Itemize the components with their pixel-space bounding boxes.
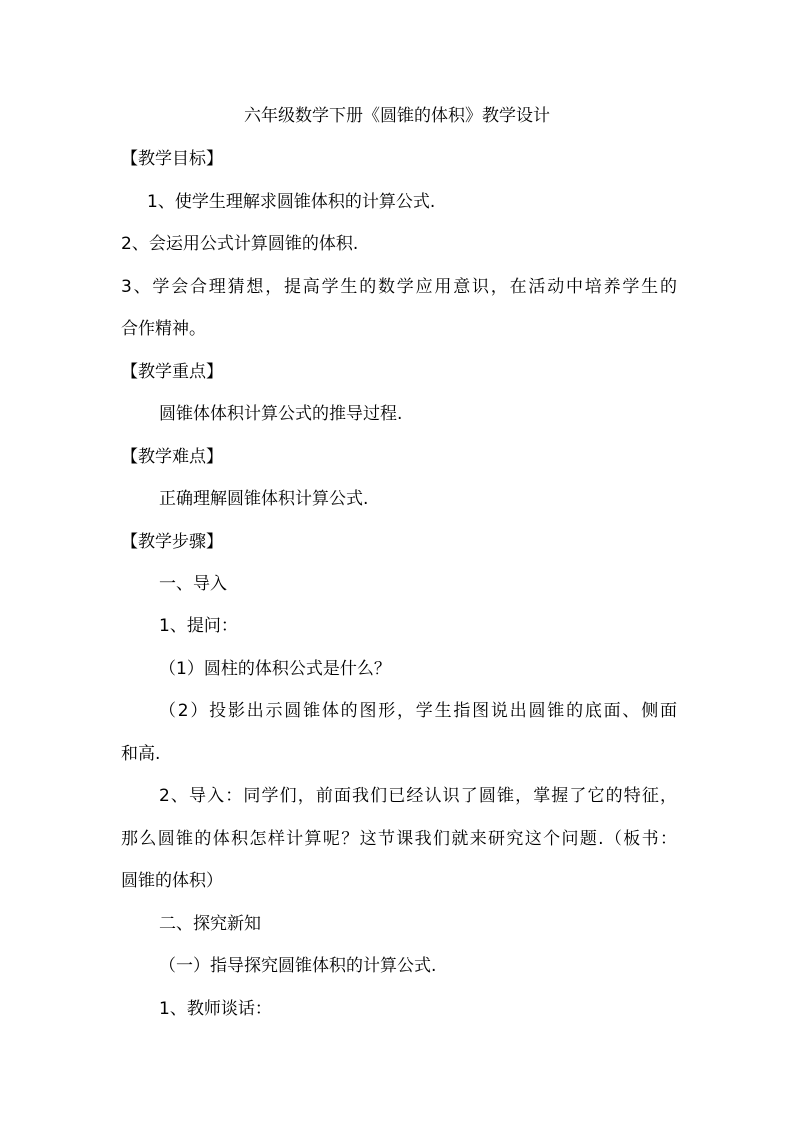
question-1: （1）圆柱的体积公式是什么？ <box>159 659 391 679</box>
difficulty-heading: 【教学难点】 <box>121 447 223 467</box>
section-2-heading: 二、探究新知 <box>159 914 261 934</box>
question-2-line-2: 和高. <box>121 744 161 764</box>
item-2-line-3: 圆锥的体积） <box>121 871 223 891</box>
item-3: 1、教师谈话： <box>159 999 272 1019</box>
objective-1: 1、使学生理解求圆锥体积的计算公式. <box>147 192 436 212</box>
objective-3-line-2: 合作精神。 <box>121 319 206 339</box>
item-2-line-2: 那么圆锥的体积怎样计算呢？这节课我们就来研究这个问题.（板书： <box>121 829 677 849</box>
subsection-1-heading: （一）指导探究圆锥体积的计算公式. <box>159 956 437 976</box>
item-1: 1、提问： <box>159 616 238 636</box>
objectives-heading: 【教学目标】 <box>121 149 223 169</box>
difficulty-point: 正确理解圆锥体积计算公式. <box>159 489 369 509</box>
document-title: 六年级数学下册《圆锥的体积》教学设计 <box>244 106 550 126</box>
key-heading: 【教学重点】 <box>121 362 223 382</box>
section-1-heading: 一、导入 <box>159 574 227 594</box>
steps-heading: 【教学步骤】 <box>121 532 223 552</box>
item-2-line-1: 2、导入：同学们，前面我们已经认识了圆锥，掌握了它的特征， <box>159 786 677 806</box>
question-2-line-1: （2）投影出示圆锥体的图形，学生指图说出圆锥的底面、侧面 <box>159 701 677 721</box>
objective-2: 2、会运用公式计算圆锥的体积. <box>121 234 359 254</box>
objective-3-line-1: 3、学会合理猜想，提高学生的数学应用意识，在活动中培养学生的 <box>121 277 677 297</box>
key-point: 圆锥体体积计算公式的推导过程. <box>159 404 403 424</box>
